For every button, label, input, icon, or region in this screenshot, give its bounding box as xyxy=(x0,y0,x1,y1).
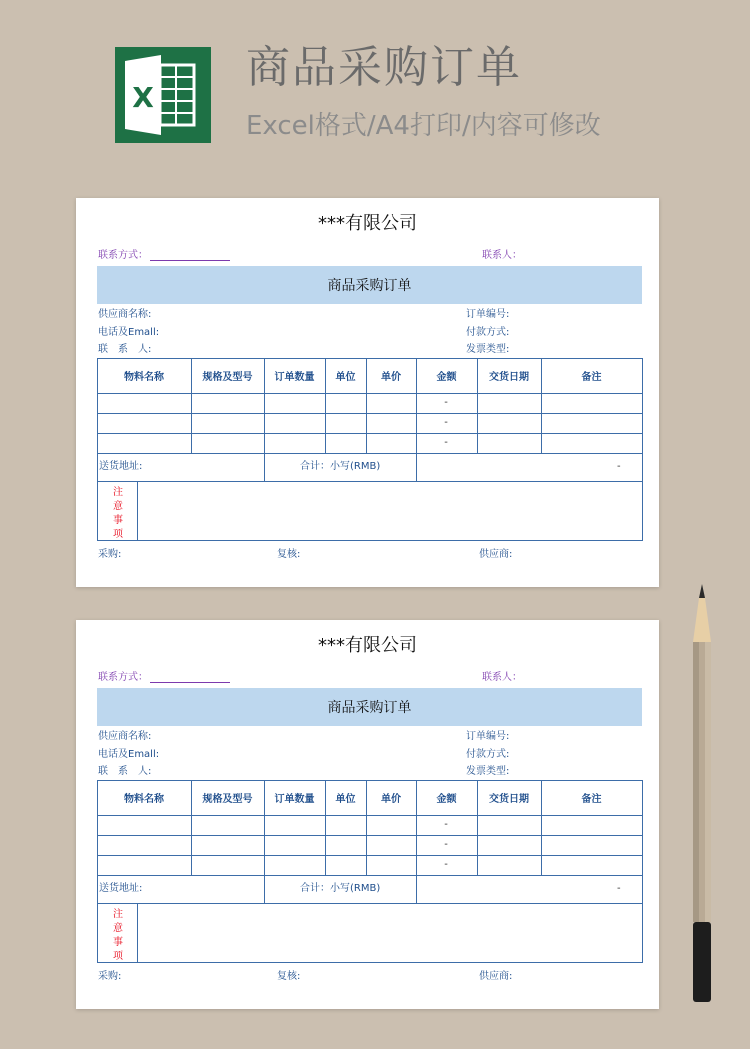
contact-method-line[interactable] xyxy=(150,251,230,261)
excel-icon-letter: X xyxy=(132,81,154,114)
column-header-unit-price: 单价 xyxy=(381,794,401,805)
notes-label: 注意事项 xyxy=(113,487,123,540)
title-band xyxy=(97,266,642,304)
invoice-type-label: 发票类型: xyxy=(466,344,510,355)
company-name: ***有限公司 xyxy=(318,213,417,234)
column-header-spec: 规格及型号 xyxy=(202,794,253,805)
supplier-name-label: 供应商名称: xyxy=(98,309,152,320)
payment-method-label: 付款方式: xyxy=(466,327,510,338)
column-header-unit: 单位 xyxy=(335,794,356,805)
order-table xyxy=(97,780,643,962)
reviewer-label: 复核: xyxy=(277,971,301,982)
total-value[interactable]: - xyxy=(617,461,621,472)
phone-email-label: 电话及Emall: xyxy=(98,327,160,338)
phone-email-label: 电话及Emall: xyxy=(98,749,160,760)
order-no-label: 订单编号: xyxy=(466,309,510,320)
excel-icon xyxy=(115,47,211,143)
contact-method-label: 联系方式： xyxy=(98,250,148,261)
invoice-type-label: 发票类型: xyxy=(466,766,510,777)
amount-cell[interactable]: - xyxy=(444,397,448,408)
column-header-material: 物料名称 xyxy=(124,794,164,805)
amount-cell[interactable]: - xyxy=(444,417,448,428)
total-value[interactable]: - xyxy=(617,883,621,894)
amount-cell[interactable]: - xyxy=(444,859,448,870)
purchaser-label: 采购: xyxy=(98,971,122,982)
purchase-order-sheet-2 xyxy=(76,620,659,1009)
contact-method-label: 联系方式： xyxy=(98,672,148,683)
contact-label: 联 系 人: xyxy=(98,766,152,777)
column-header-remarks: 备注 xyxy=(581,372,602,383)
column-header-amount: 金额 xyxy=(436,372,457,383)
column-header-spec: 规格及型号 xyxy=(202,372,253,383)
contact-label: 联 系 人: xyxy=(98,344,152,355)
contact-method xyxy=(98,673,230,683)
page-subtitle: Excel格式/A4打印/内容可修改 xyxy=(246,111,601,141)
company-name: ***有限公司 xyxy=(318,635,417,656)
contact-method xyxy=(98,251,230,261)
order-no-label: 订单编号: xyxy=(466,731,510,742)
delivery-address-label: 送货地址: xyxy=(99,461,143,472)
column-header-unit: 单位 xyxy=(335,372,356,383)
column-header-quantity: 订单数量 xyxy=(274,794,315,805)
column-header-material: 物料名称 xyxy=(124,372,164,383)
band-title: 商品采购订单 xyxy=(327,278,412,294)
contact-person-label: 联系人： xyxy=(482,672,522,683)
column-header-amount: 金额 xyxy=(436,794,457,805)
column-header-quantity: 订单数量 xyxy=(274,372,315,383)
column-header-unit-price: 单价 xyxy=(381,372,401,383)
total-label: 合计：小写(RMB) xyxy=(300,461,381,472)
column-header-remarks: 备注 xyxy=(581,794,602,805)
column-header-delivery-date: 交货日期 xyxy=(489,794,529,805)
column-header-delivery-date: 交货日期 xyxy=(489,372,529,383)
purchaser-label: 采购: xyxy=(98,549,122,560)
contact-method-line[interactable] xyxy=(150,673,230,683)
page-title: 商品采购订单 xyxy=(246,42,522,93)
supplier-signature-label: 供应商: xyxy=(479,971,513,982)
band-title: 商品采购订单 xyxy=(327,700,412,716)
amount-cell[interactable]: - xyxy=(444,819,448,830)
reviewer-label: 复核: xyxy=(277,549,301,560)
notes-label: 注意事项 xyxy=(113,909,123,962)
title-band xyxy=(97,688,642,726)
payment-method-label: 付款方式: xyxy=(466,749,510,760)
amount-cell[interactable]: - xyxy=(444,839,448,850)
purchase-order-sheet-1 xyxy=(76,198,659,587)
amount-cell[interactable]: - xyxy=(444,437,448,448)
supplier-signature-label: 供应商: xyxy=(479,549,513,560)
pencil-icon xyxy=(690,584,714,1004)
total-label: 合计：小写(RMB) xyxy=(300,883,381,894)
order-table xyxy=(97,358,643,540)
delivery-address-label: 送货地址: xyxy=(99,883,143,894)
contact-person-label: 联系人： xyxy=(482,250,522,261)
supplier-name-label: 供应商名称: xyxy=(98,731,152,742)
